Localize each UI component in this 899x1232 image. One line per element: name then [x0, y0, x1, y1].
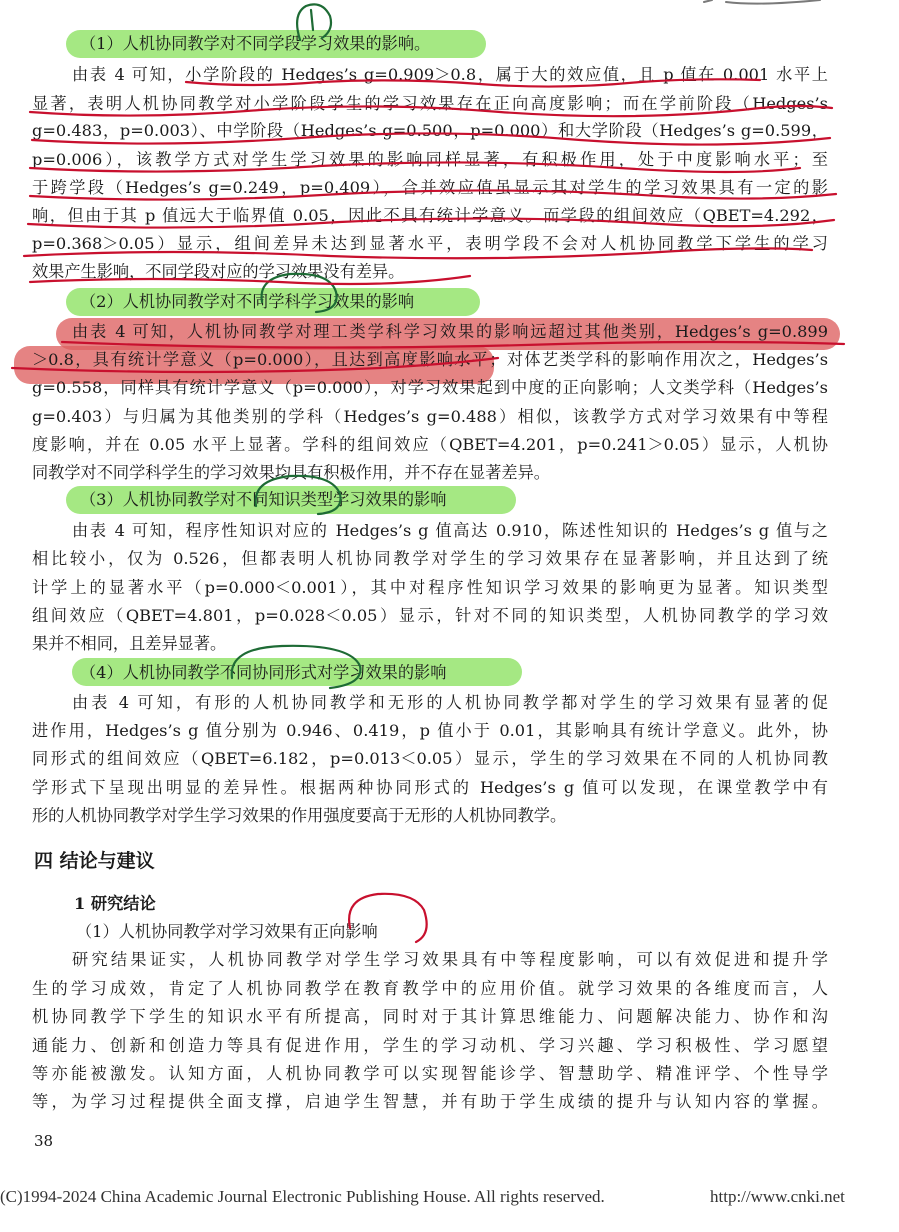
para1-line: 效果产生影响，不同学段对应的学习效果没有差异。 [32, 262, 405, 281]
heading-knowledge-type-effect: （3）人机协同教学对不同知识类型学习效果的影响 [80, 490, 447, 509]
corner-ink-mark [704, 0, 820, 4]
para1-line: g=0.483，p=0.003）、中学阶段（Hedges’s g=0.500，p=0.000）和大学阶段（Hedges’s g=0.599， [32, 121, 828, 140]
para5-line: 机协同教学下学生的知识水平有所提高，同时对于其计算思维能力、问题解决能力、协作和沟 [32, 1007, 828, 1026]
section-title: 四 结论与建议 [34, 850, 155, 872]
para4-line: 学形式下呈现出明显的差异性。根据两种协同形式的 Hedges’s g 值可以发现，在课堂教学中有 [32, 778, 828, 797]
para4-line: 进作用，Hedges’s g 值分别为 0.946、0.419，p 值小于 0.01，其影响具有统计学意义。此外，协 [32, 721, 828, 740]
para2-line: g=0.403）与归属为其他类别的学科（Hedges’s g=0.488）相似，该教学方式对学习效果有中等程 [32, 407, 828, 426]
para4-line: 由表 4 可知，有形的人机协同教学和无形的人机协同教学都对学生的学习效果有显著的促 [72, 693, 828, 712]
para1-line: p=0.006），该教学方式对学生学习效果的影响同样显著，有积极作用，处于中度影响水平；至 [32, 150, 828, 169]
footer-copyright: (C)1994-2024 China Academic Journal Electronic Publishing House. All rights reserved. [0, 1187, 605, 1206]
para2-line: 度影响，并在 0.05 水平上显著。学科的组间效应（QBET=4.201，p=0.241＞0.05）显示，人机协 [32, 435, 828, 454]
heading-collaboration-form-effect: （4）人机协同教学不同协同形式对学习效果的影响 [80, 663, 447, 682]
para2-line: g=0.558，同样具有统计学意义（p=0.000），对学习效果起到中度的正向影响；人文类学科（Hedges’s [32, 378, 828, 397]
para2-line: 由表 4 可知，人机协同教学对理工类学科学习效果的影响远超过其他类别，Hedges’s g=0.899 [72, 322, 828, 341]
para5-line: 研究结果证实，人机协同教学对学生学习效果具有中等程度影响，可以有效促进和提升学 [72, 950, 828, 969]
para1-line: 响，但由于其 p 值远大于临界值 0.05，因此不具有统计学意义。而学段的组间效应（QBET=4.292， [32, 206, 828, 225]
para3-line: 由表 4 可知，程序性知识对应的 Hedges’s g 值高达 0.910，陈述性知识的 Hedges’s g 值与之 [72, 521, 828, 540]
para5-line: 通能力、创新和创造力等具有促进作用，学生的学习动机、学习兴趣、学习积极性、学习愿望 [32, 1036, 828, 1055]
para5-line: 等，为学习过程提供全面支撑，启迪学生智慧，并有助于学生成绩的提升与认知内容的掌握。 [32, 1092, 828, 1111]
subsection-title: 1 研究结论 [74, 894, 156, 913]
conclusion-point-1: （1）人机协同教学对学习效果有正向影响 [76, 922, 378, 941]
heading-stage-effect: （1）人机协同教学对不同学段学习效果的影响。 [80, 34, 431, 53]
para1-line: p=0.368＞0.05）显示，组间差异未达到显著水平，表明学段不会对人机协同教学下学生的学习 [32, 234, 828, 253]
para2-line: 同教学对不同学科学生的学习效果均具有积极作用，并不存在显著差异。 [32, 463, 550, 482]
para2-line: ＞0.8，具有统计学意义（p=0.000），且达到高度影响水平；对体艺类学科的影响作用次之，Hedges’s [32, 350, 828, 369]
para4-line: 同形式的组间效应（QBET=6.182，p=0.013＜0.05）显示，学生的学习效果在不同的人机协同教 [32, 749, 828, 768]
para3-line: 果并不相同，且差异显著。 [32, 634, 227, 653]
para1-line: 于跨学段（Hedges’s g=0.249，p=0.409），合并效应值虽显示其对学生的学习效果具有一定的影 [32, 178, 828, 197]
para1-line: 由表 4 可知，小学阶段的 Hedges’s g=0.909＞0.8，属于大的效应值，且 p 值在 0.001 水平上 [72, 65, 828, 84]
para5-line: 等亦能被激发。认知方面，人机协同教学可以实现智能诊学、智慧助学、精准评学、个性导学 [32, 1064, 828, 1083]
para1-line: 显著，表明人机协同教学对小学阶段学生的学习效果存在正向高度影响；而在学前阶段（Hedges’s [32, 94, 828, 113]
para5-line: 生的学习成效，肯定了人机协同教学在教育教学中的应用价值。就学习效果的各维度而言，人 [32, 979, 828, 998]
page-number: 38 [34, 1132, 54, 1150]
para3-line: 相比较小，仅为 0.526，但都表明人机协同教学对学生的学习效果存在显著影响，并且达到了统 [32, 549, 828, 568]
footer-url[interactable]: http://www.cnki.net [710, 1187, 845, 1206]
para3-line: 组间效应（QBET=4.801，p=0.028＜0.05）显示，针对不同的知识类型，人机协同教学的学习效 [32, 606, 828, 625]
para4-line: 形的人机协同教学对学生学习效果的作用强度要高于无形的人机协同教学。 [32, 806, 567, 825]
heading-subject-effect: （2）人机协同教学对不同学科学习效果的影响 [80, 292, 415, 311]
para3-line: 计学上的显著水平（p=0.000＜0.001），其中对程序性知识学习效果的影响更为显著。知识类型 [32, 578, 828, 597]
